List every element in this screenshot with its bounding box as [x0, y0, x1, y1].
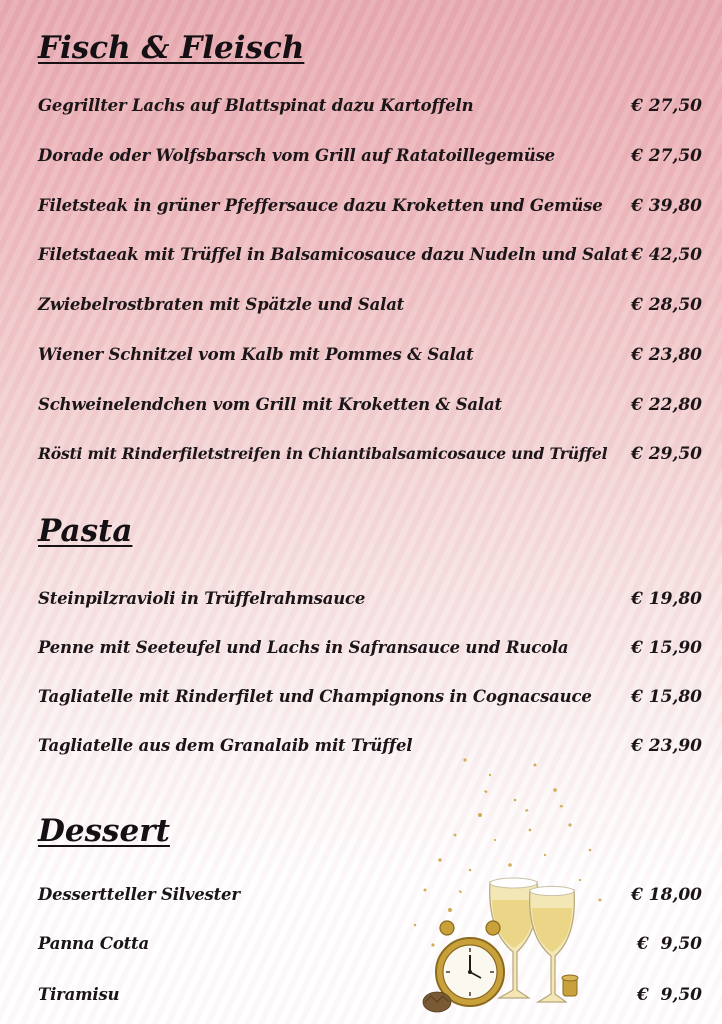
menu-item [38, 687, 702, 713]
alarm-clock [436, 921, 504, 1006]
menu-item [38, 589, 702, 615]
menu-item [38, 395, 702, 421]
item-name: Panna Cotta [38, 934, 149, 953]
item-price: € 39,80 [631, 196, 702, 216]
item-price: € 28,50 [631, 295, 702, 315]
menu-item [38, 245, 702, 271]
item-price: € 23,80 [631, 345, 702, 365]
item-name: Tiramisu [38, 985, 120, 1004]
item-name: Wiener Schnitzel vom Kalb mit Pommes & Salat [38, 345, 474, 364]
item-price: € 29,50 [631, 444, 702, 464]
menu-item [38, 96, 702, 122]
item-price: € 22,80 [631, 395, 702, 415]
menu-item [38, 638, 702, 664]
menu-item [38, 196, 702, 222]
item-name: Tagliatelle aus dem Granalaib mit Trüffel [38, 736, 413, 755]
item-name: Steinpilzravioli in Trüffelrahmsauce [38, 589, 366, 608]
item-name: Schweinelendchen vom Grill mit Kroketten & Salat [38, 395, 502, 414]
item-price: € 18,00 [631, 885, 702, 905]
menu-item [38, 146, 702, 172]
pinecone-icon [423, 992, 451, 1012]
item-price: € 27,50 [631, 96, 702, 116]
item-name: Dorade oder Wolfsbarsch vom Grill auf Ratatoillegemüse [38, 146, 555, 165]
item-name: Filetsteak in grüner Pfeffersauce dazu Kroketten und Gemüse [38, 196, 603, 215]
item-price: € 15,90 [631, 638, 702, 658]
item-price: € 19,80 [631, 589, 702, 609]
item-price: € 9,50 [636, 934, 702, 954]
menu-item [38, 295, 702, 321]
item-name: Gegrillter Lachs auf Blattspinat dazu Kartoffeln [38, 96, 474, 115]
item-price: € 27,50 [631, 146, 702, 166]
item-name: Penne mit Seeteufel und Lachs in Safransauce und Rucola [38, 638, 569, 657]
item-price: € 42,50 [631, 245, 702, 265]
champagne-clock-icon [395, 740, 625, 1024]
champagne-cork-icon [562, 975, 578, 996]
section-title-dessert: Dessert [38, 813, 170, 849]
menu-item [38, 444, 702, 470]
item-name: Filetstaeak mit Trüffel in Balsamicosauce dazu Nudeln und Salat [38, 245, 629, 264]
menu-item [38, 345, 702, 371]
item-name: Zwiebelrostbraten mit Spätzle und Salat [38, 295, 405, 314]
item-price: € 9,50 [636, 985, 702, 1005]
item-name: Tagliatelle mit Rinderfilet und Champignons in Cognacsauce [38, 687, 592, 706]
section-title-pasta: Pasta [38, 513, 133, 549]
item-name: Dessertteller Silvester [38, 885, 240, 904]
item-name: Rösti mit Rinderfiletstreifen in Chiantibalsamicosauce und Trüffel [38, 444, 608, 463]
item-price: € 15,80 [631, 687, 702, 707]
section-title-fisch-fleisch: Fisch & Fleisch [38, 30, 305, 66]
item-price: € 23,90 [631, 736, 702, 756]
